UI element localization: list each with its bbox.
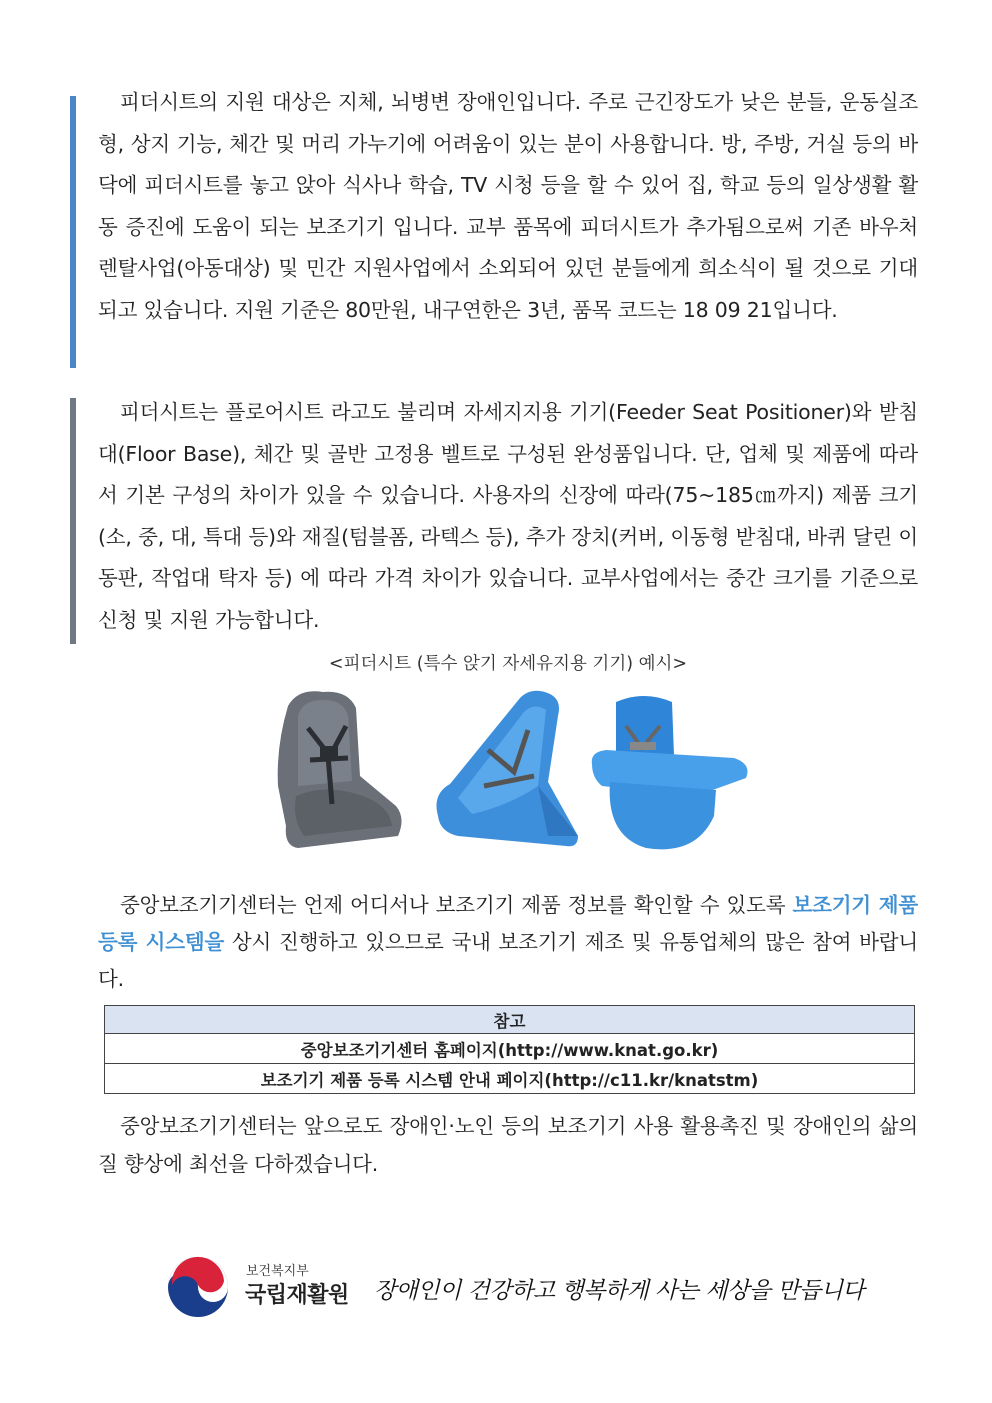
reference-link-homepage[interactable]: 중앙보조기기센터 홈페이지(http://www.knat.go.kr) [105,1034,915,1064]
blue-seat-with-tray-image [586,686,756,856]
paragraph-product-composition: 피더시트는 플로어시트 라고도 불리며 자세지지용 기기(Feeder Seat Positioner)와 받침대(Floor Base), 체간 및 골반 고정용 벨트로 구성된 완성품입니다. 단, 업체 및 제품에 따라서 기본 구성의 차이가 있을 수 있습니다. 사용자의 신장에 따라(75~185㎝까지) 제품 크기(소, 중, 대, 특대 등)와 재질(텀블폼, 라텍스 등), 추가 장치(커버, 이동형 받침대, 바퀴 달린 이동판, 작업대 탁자 등) 에 따라 가격 차이가 있습니다. 교부사업에서는 중간 크기를 기준으로 신청 및 지원 가능합니다. [98,400,918,632]
organization-name: 국립재활원 [245,1283,349,1308]
accent-bar-blue [70,96,76,368]
slogan: 장애인이 건강하고 행복하게 사는 세상을 만듭니다 [374,1278,865,1304]
reference-table [104,1005,915,1094]
paragraph-closing: 중앙보조기기센터는 앞으로도 장애인·노인 등의 보조기기 사용 활용촉진 및 장애인의 삶의 질 향상에 최선을 다하겠습니다. [98,1114,918,1176]
footer [166,1250,865,1320]
image-caption: <피더시트 (특수 앉기 자세유지용 기기) 예시> [328,654,688,674]
blue-feeder-seat-image [428,686,588,856]
paragraph-registration-system: 중앙보조기기센터는 언제 어디서나 보조기기 제품 정보를 확인할 수 있도록 보조기기 제품 등록 시스템을 상시 진행하고 있으므로 국내 보조기기 제조 및 유통업체의 많은 참여 바랍니다. [98,893,918,991]
reference-table-header: 참고 [105,1006,915,1034]
reference-link-registration-guide[interactable]: 보조기기 제품 등록 시스템 안내 페이지(http://c11.kr/knatstm) [105,1064,915,1094]
ministry-name: 보건복지부 [246,1264,309,1279]
taegeuk-emblem-icon [166,1255,230,1319]
gray-feeder-seat-image [268,686,408,856]
accent-bar-gray [70,398,76,644]
paragraph-support-target: 피더시트의 지원 대상은 지체, 뇌병변 장애인입니다. 주로 근긴장도가 낮은 분들, 운동실조형, 상지 기능, 체간 및 머리 가누기에 어려움이 있는 분이 사용합니다. 방, 주방, 거실 등의 바닥에 피더시트를 놓고 앉아 식사나 학습, TV 시청 등을 할 수 있어 집, 학교 등의 일상생활 활동 증진에 도움이 되는 보조기기 입니다. 교부 품목에 피더시트가 추가됨으로써 기존 바우처 렌탈사업(아동대상) 및 민간 지원사업에서 소외되어 있던 분들에게 희소식이 될 것으로 기대되고 있습니다. 지원 기준은 80만원, 내구연한은 3년, 품목 코드는 18 09 21입니다. [98,90,918,322]
product-images [268,686,758,856]
registration-system-highlight: 보조기기 제품 등록 시스템을 [98,893,918,954]
